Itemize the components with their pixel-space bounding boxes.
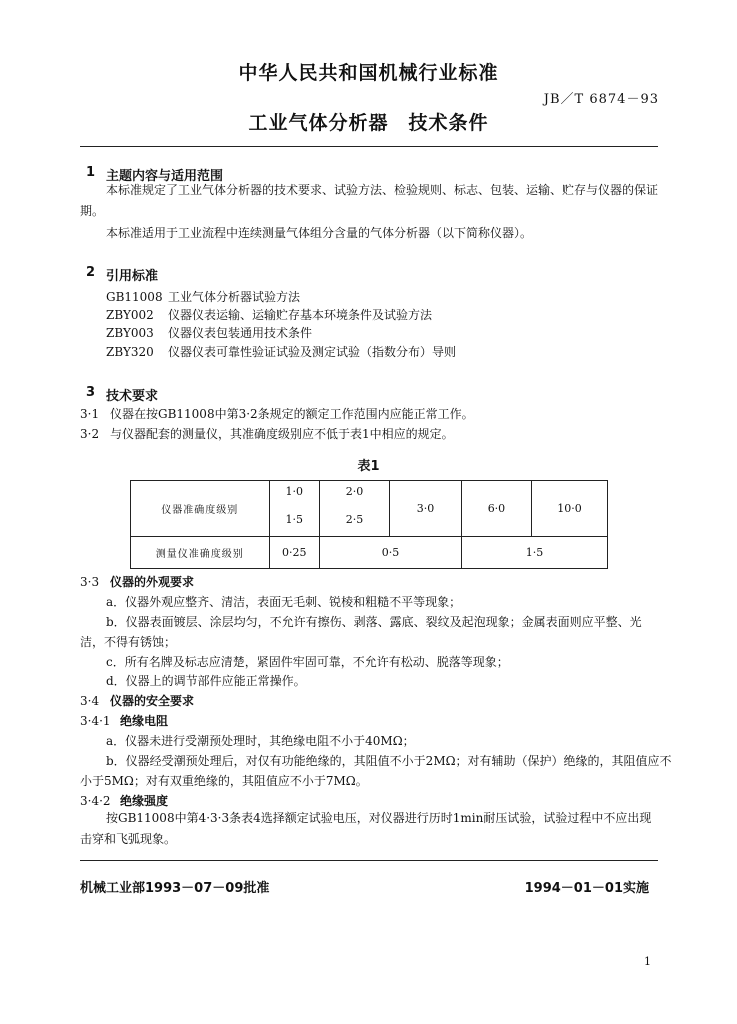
- clause-3-3-item-b-line2: 洁，不得有锈蚀；: [80, 635, 177, 649]
- clause-3-3-item-d: d．仪器上的调节部件应能正常操作。: [106, 674, 306, 688]
- reference-item: [106, 306, 432, 323]
- section-3-number: 3: [86, 385, 96, 400]
- table-cell: 6·0: [461, 481, 531, 537]
- issuing-organization: 中华人民共和国机械行业标准: [238, 62, 499, 84]
- clause-3-3-item-a: a．仪器外观应整齐、清洁，表面无毛刺、锐棱和粗糙不平等现象；: [106, 595, 462, 609]
- clause-3-4-1-number: 3·4·1: [80, 714, 111, 728]
- section-1-paragraph-1: 本标准规定了工业气体分析器的技术要求、试验方法、检验规则、标志、包装、运输、贮存与仪器的保证期。: [80, 183, 659, 218]
- clause-3-4-1-item-b-line2: 小于5MΩ；对有双重绝缘的，其阻值应不小于7MΩ。: [80, 774, 368, 788]
- section-1-number: 1: [86, 165, 96, 180]
- table-cell: 2·5: [320, 503, 390, 537]
- clause-3-1-number: 3·1: [80, 407, 100, 421]
- reference-title: 仪器仪表可靠性验证试验及测定试验（指数分布）导则: [168, 345, 457, 359]
- approval-date: 机械工业部1993－07－09批准: [80, 881, 270, 896]
- clause-3-3-item-b-line1: b．仪器表面镀层、涂层均匀，不允许有擦伤、剥落、露底、裂纹及起泡现象；金属表面则应平整、光: [106, 615, 642, 629]
- table-cell: 1·5: [461, 537, 607, 569]
- clause-3-4-1-item-b-line1: b．仪器经受潮预处理后，对仅有功能绝缘的，其阻值不小于2MΩ；对有辅助（保护）绝缘的，其阻值应不: [106, 754, 672, 768]
- table-cell: 1·5: [269, 503, 320, 537]
- reference-item: [106, 324, 312, 341]
- table-cell: 0·25: [269, 537, 320, 569]
- reference-title: 工业气体分析器试验方法: [168, 290, 301, 304]
- reference-code: GB11008: [106, 290, 163, 304]
- clause-3-1-text: 仪器在按GB11008中第3·2条规定的额定工作范围内应能正常工作。: [110, 407, 474, 421]
- clause-3-4-2-paragraph: 按GB11008中第4·3·3条表4选择额定试验电压，对仪器进行历时1min耐压试验，试验过程中不应出现击穿和飞弧现象。: [80, 811, 652, 846]
- clause-3-4-1-item-a: a．仪器未进行受潮预处理时，其绝缘电阻不小于40MΩ；: [106, 734, 415, 748]
- reference-code: ZBY002: [106, 308, 154, 322]
- clause-3-2-text: 与仪器配套的测量仪，其准确度级别应不低于表1中相应的规定。: [110, 427, 454, 441]
- clause-3-3-item-c: c．所有名牌及标志应清楚，紧固件牢固可靠，不允许有松动、脱落等现象；: [106, 655, 509, 669]
- table-cell: 1·0: [269, 481, 320, 503]
- section-3-title: 技术要求: [106, 389, 159, 404]
- meter-accuracy-label: 测量仪准确度级别: [131, 537, 270, 569]
- standard-code: JB／T 6874－93: [543, 92, 659, 107]
- clause-3-4-1-title: 绝缘电阻: [120, 714, 169, 728]
- clause-3-4-2-number: 3·4·2: [80, 794, 111, 808]
- reference-code: ZBY320: [106, 345, 154, 359]
- clause-3-4-2-title: 绝缘强度: [120, 794, 169, 808]
- clause-3-3-number: 3·3: [80, 575, 100, 589]
- reference-item: [106, 343, 456, 360]
- section-2-title: 引用标准: [106, 269, 159, 284]
- section-1-paragraph-2: 本标准适用于工业流程中连续测量气体组分含量的气体分析器（以下简称仪器）。: [106, 226, 533, 240]
- reference-title: 仪器仪表运输、运输贮存基本环境条件及试验方法: [168, 308, 433, 322]
- clause-3-3-title: 仪器的外观要求: [110, 575, 195, 589]
- clause-3-4-number: 3·4: [80, 694, 100, 708]
- section-1-title: 主题内容与适用范围: [106, 169, 224, 184]
- table-1-caption: 表1: [357, 459, 380, 474]
- accuracy-table: [130, 480, 608, 569]
- page-number: 1: [644, 955, 651, 968]
- section-2-number: 2: [86, 265, 96, 280]
- header-divider: [80, 146, 658, 147]
- table-cell: 10·0: [531, 481, 607, 537]
- effective-date: 1994－01－01实施: [524, 881, 649, 896]
- reference-item: [106, 288, 300, 305]
- clause-3-4-title: 仪器的安全要求: [110, 694, 195, 708]
- document-title: 工业气体分析器 技术条件: [248, 112, 489, 134]
- clause-3-2-number: 3·2: [80, 427, 100, 441]
- footer-divider: [80, 860, 658, 861]
- table-cell: 3·0: [390, 481, 462, 537]
- reference-title: 仪器仪表包装通用技术条件: [168, 326, 313, 340]
- table-cell: 0·5: [320, 537, 462, 569]
- table-cell: 2·0: [320, 481, 390, 503]
- instrument-accuracy-label: 仪器准确度级别: [131, 481, 270, 537]
- reference-code: ZBY003: [106, 326, 154, 340]
